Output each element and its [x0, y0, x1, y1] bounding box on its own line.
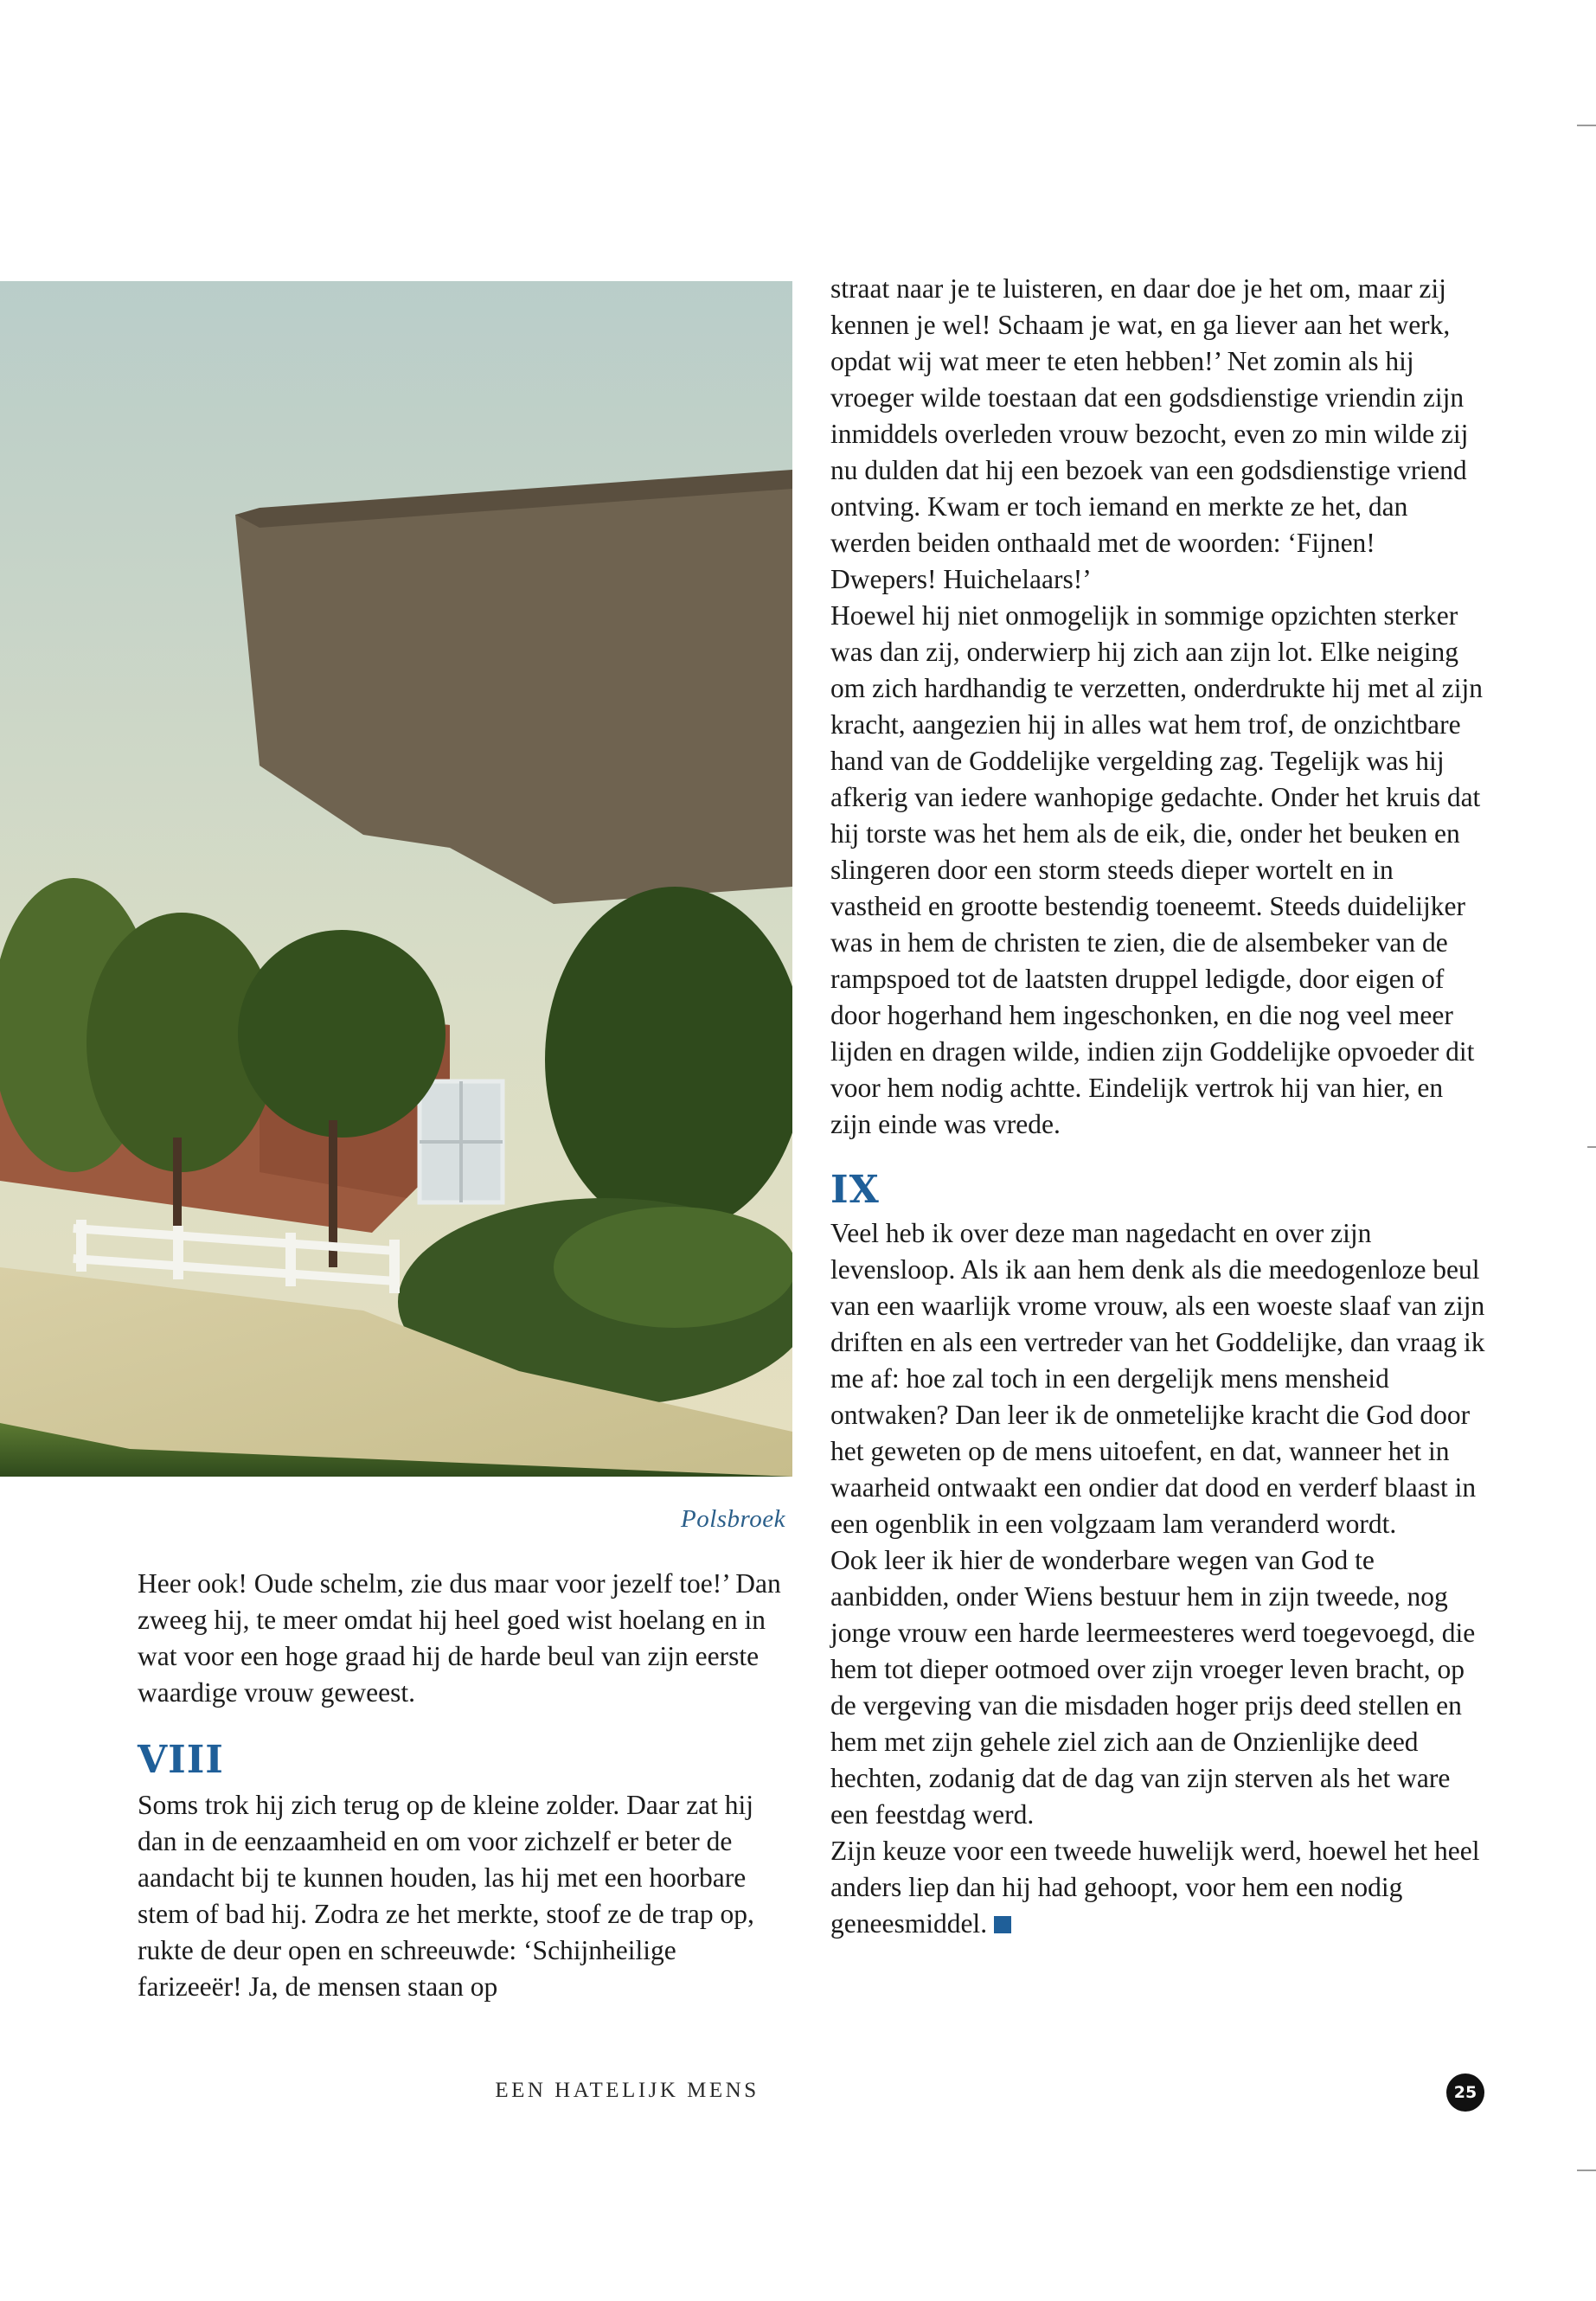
right-paragraph-4: Ook leer ik hier de wonderbare wegen van God te aanbidden, onder Wiens bestuur hem in zijn tweede, nog jonge vrouw een harde leermeesteres werd toegevoegd, die hem tot dieper ootmoed over zijn vroeger leven bracht, op de vergeving van die misdaden hoger prijs deed stellen en hem met zijn gehele ziel zich aan de Onzienlijke deed hechten, zodanig dat de dag van zijn sterven als het ware een feestdag werd. — [830, 1545, 1476, 1830]
crop-mark-bottom — [1577, 2170, 1596, 2171]
left-paragraph-1: Heer ook! Oude schelm, zie dus maar voor jezelf toe!’ Dan zweeg hij, te meer omdat hij heel goed wist hoelang en in wat voor een hoge graad hij de harde beul van zijn eerste waardige vrouw geweest. — [138, 1568, 781, 1708]
left-text-column — [138, 1566, 785, 2005]
page-number: 25 — [1446, 2073, 1484, 2112]
crop-mark-top — [1577, 125, 1596, 126]
section-heading-viii: VIII — [138, 1738, 224, 1782]
photo-caption: Polsbroek — [680, 1505, 785, 1533]
farmhouse-illustration — [0, 281, 792, 1477]
right-paragraph-1: straat naar je te luisteren, en daar doe je het om, maar zij kennen je wel! Schaam je wat, en ga liever aan het werk, opdat wij wat meer te eten hebben!’ Net zomin als hij vroeger wilde toestaan dat een godsdienstige vriendin zijn inmiddels overleden vrouw bezocht, even zo min wilde zij nu dulden dat hij een bezoek van een godsdienstige vriend ontving. Kwam er toch iemand en merkte ze het, dan werden beiden onthaald met de woorden: ‘Fijnen! Dwepers! Huichelaars!’ — [830, 273, 1469, 594]
running-title: EEN HATELIJK MENS — [495, 2079, 760, 2102]
farmhouse-photo — [0, 281, 792, 1477]
crop-mark-middle — [1587, 1146, 1596, 1148]
final-paragraph-text: Zijn keuze voor een tweede huwelijk werd, hoewel het heel anders liep dan hij had gehoopt, voor hem een nodig geneesmiddel. — [830, 1836, 1480, 1939]
right-paragraph-5 — [830, 1833, 1488, 1942]
left-paragraph-2: Soms trok hij zich terug op de kleine zolder. Daar zat hij dan in de eenzaamheid en om voor zichzelf er beter de aandacht bij te kunnen houden, las hij met een hoorbare stem of bad hij. Zodra ze het merkte, stoof ze de trap op, rukte de deur open en schreeuwde: ‘Schijnheilige farizeeër! Ja, de mensen staan op — [138, 1790, 754, 2002]
section-heading-ix: IX — [830, 1168, 880, 1212]
right-paragraph-3: Veel heb ik over deze man nagedacht en over zijn levensloop. Als ik aan hem denk als die meedogenloze beul van een waarlijk vrome vrouw, als een woeste slaaf van zijn driften en als een vertreder van het Goddelijke, dan vraag ik me af: hoe zal toch in een dergelijk mens mensheid ontwaken? Dan leer ik de onmetelijke kracht die God door het geweten op de mens uitoefent, en dat, wanneer het in waarheid ontwaakt een ondier dat dood en verderf blaast in een ogenblik in een volgzaam lam veranderd wordt. — [830, 1218, 1485, 1539]
end-square-icon — [994, 1916, 1011, 1933]
right-text-column — [830, 271, 1488, 1942]
right-paragraph-2: Hoewel hij niet onmogelijk in sommige opzichten sterker was dan zij, onderwierp hij zich aan zijn lot. Elke neiging om zich hardhandig te verzetten, onderdrukte hij met al zijn kracht, aangezien hij in alles wat hem trof, de onzichtbare hand van de Goddelijke vergelding zag. Tegelijk was hij afkerig van iedere wanhopige gedachte. Onder het kruis dat hij torste was het hem als de eik, die, onder het beuken en slingeren door een storm steeds dieper wortelt en in vastheid en grootte bestendig toeneemt. Steeds duidelijker was in hem de christen te zien, die de alsembeker van de rampspoed tot de laatsten druppel ledigde, door eigen of door hogerhand hem ingeschonken, en die nog veel meer lijden en dragen wilde, indien zijn Goddelijke opvoeder dit voor hem nodig achtte. Eindelijk vertrok hij van hier, en zijn einde was vrede. — [830, 600, 1483, 1139]
